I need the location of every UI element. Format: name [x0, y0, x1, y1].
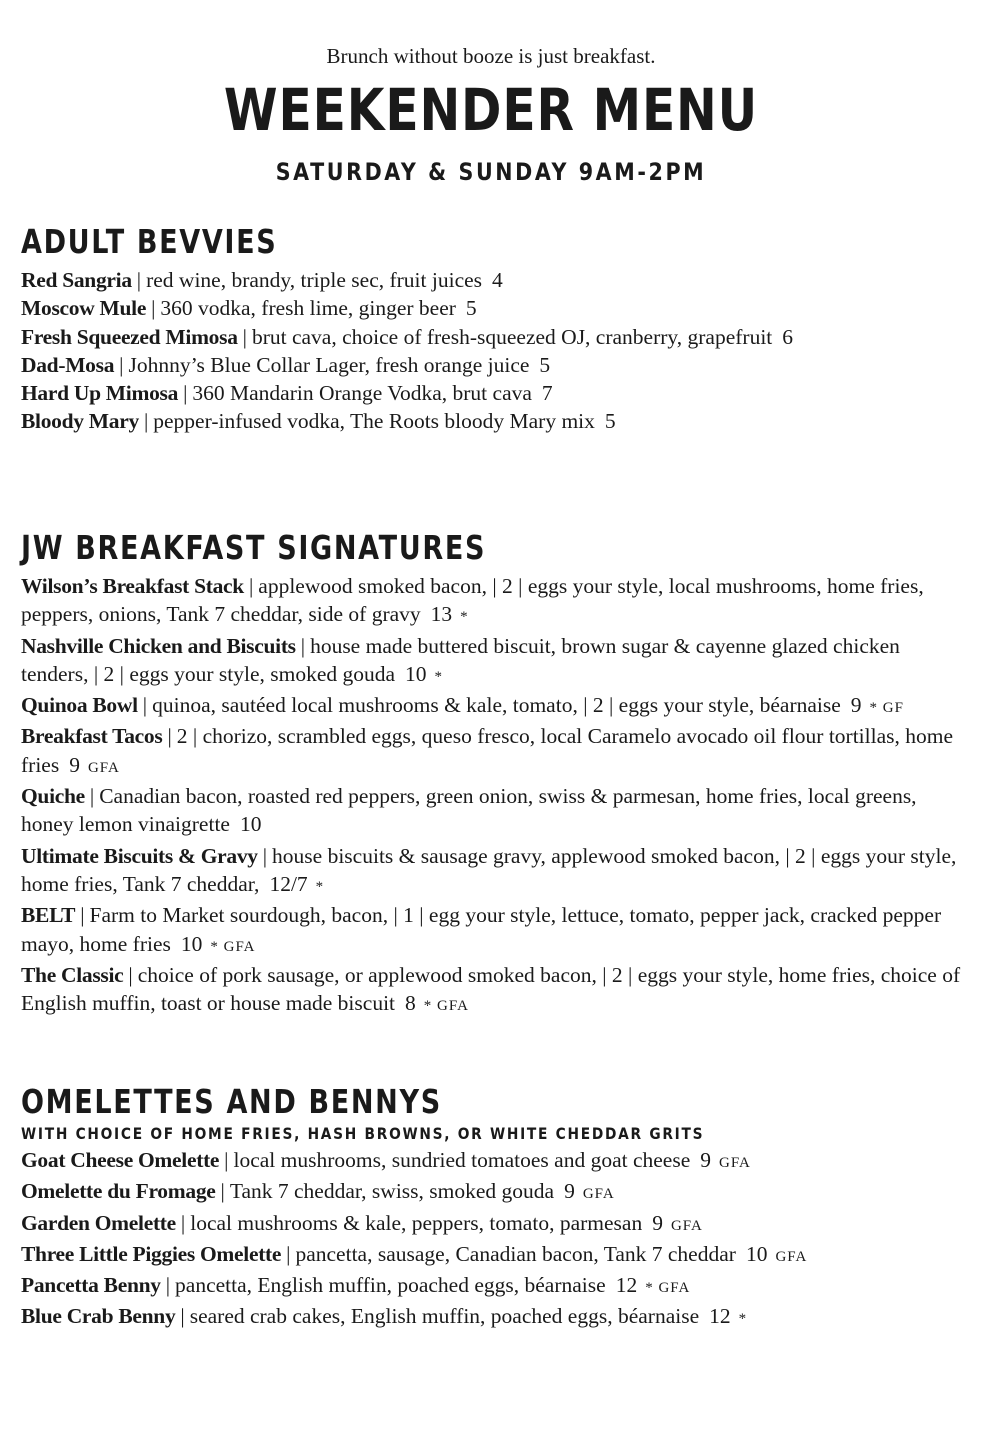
item-desc: red wine, brandy, triple sec, fruit juices — [146, 268, 483, 292]
item-price: 10 — [745, 1241, 768, 1266]
item-price: 9 — [652, 1210, 663, 1235]
item-desc: house biscuits & sausage gravy, applewood smoked bacon, | 2 | eggs your style, home fries, Tank 7 cheddar, — [21, 843, 957, 896]
item-name: Omelette du Fromage — [21, 1179, 216, 1204]
menu-item: Red Sangria | red wine, brandy, triple sec, fruit juices 4 — [21, 268, 503, 292]
item-price: 13 — [430, 602, 453, 627]
menu-item: Bloody Mary | pepper-infused vodka, The Roots bloody Mary mix 5 — [21, 409, 616, 434]
item-desc: pancetta, English muffin, poached eggs, béarnaise — [175, 1273, 606, 1298]
item-name: Hard Up Mimosa — [21, 381, 179, 406]
section-title: OMELETTES AND BENNYS — [21, 1082, 442, 1121]
item-tag: GFA — [719, 1155, 751, 1171]
item-desc: brut cava, choice of fresh-squeezed OJ, cranberry, grapefruit — [251, 324, 773, 349]
item-name: Red Sangria — [21, 268, 132, 292]
item-price: 9 — [564, 1179, 575, 1204]
menu-item: Quinoa Bowl | quinoa, sautéed local mushrooms & kale, tomato, | 2 | eggs your style, béarnaise 9 * GF — [21, 693, 904, 718]
item-price: 8 — [405, 991, 416, 1016]
menu-item: Fresh Squeezed Mimosa | brut cava, choice of fresh-squeezed OJ, cranberry, grapefruit 6 — [21, 324, 794, 349]
item-desc: quinoa, sautéed local mushrooms & kale, tomato, | 2 | eggs your style, béarnaise — [152, 693, 841, 718]
hours: SATURDAY & SUNDAY 9AM-2PM — [275, 158, 707, 186]
menu-item: Goat Cheese Omelette | local mushrooms, sundried tomatoes and goat cheese 9 GFA — [21, 1148, 751, 1172]
menu-item: Ultimate Biscuits & Gravy | house biscuits & sausage gravy, applewood smoked bacon, | 2 | eggs your style, home fries, Tank 7 cheddar, 12/7 * — [21, 843, 957, 896]
section-omelettes-bennys — [21, 1082, 966, 1334]
item-name: The Classic — [21, 962, 124, 987]
menu-item: Blue Crab Benny | seared crab cakes, English muffin, poached eggs, béarnaise 12 * — [21, 1304, 748, 1329]
item-name: Wilson’s Breakfast Stack — [21, 574, 244, 598]
item-desc: pancetta, sausage, Canadian bacon, Tank 7 cheddar — [295, 1241, 736, 1266]
tagline: Brunch without booze is just breakfast. — [326, 44, 656, 68]
item-price: 9 — [700, 1148, 711, 1172]
item-price: 7 — [541, 381, 553, 406]
item-desc: 360 vodka, fresh lime, ginger beer — [160, 296, 456, 321]
item-price: 6 — [782, 324, 794, 349]
item-name: Breakfast Tacos — [21, 724, 163, 749]
item-price: 10 — [180, 931, 203, 956]
item-price: 5 — [539, 352, 551, 377]
menu-item: BELT | Farm to Market sourdough, bacon, | 1 | egg your style, lettuce, tomato, pepper jack, cracked pepper mayo, home fries 10 * GFA — [21, 903, 942, 956]
item-desc: local mushrooms & kale, peppers, tomato, parmesan — [190, 1210, 643, 1235]
item-tag: GFA — [582, 1186, 615, 1203]
item-desc: Canadian bacon, roasted red peppers, green onion, swiss & parmesan, home fries, local greens, honey lemon vinaigrette — [21, 784, 917, 837]
menu-item: Omelette du Fromage | Tank 7 cheddar, swiss, smoked gouda 9 GFA — [21, 1179, 615, 1204]
menu-item: Quiche | Canadian bacon, roasted red peppers, green onion, swiss & parmesan, home fries, local greens, honey lemon vinaigrette 10 — [21, 784, 917, 837]
item-desc: house made buttered biscuit, brown sugar & cayenne glazed chicken tenders, | 2 | eggs your style, smoked gouda — [21, 633, 900, 686]
item-desc: Tank 7 cheddar, swiss, smoked gouda — [229, 1179, 555, 1204]
item-tag: * — [460, 609, 469, 626]
item-tag: * GF — [869, 700, 904, 717]
menu-item: Pancetta Benny | pancetta, English muffin, poached eggs, béarnaise 12 * GFA — [21, 1273, 691, 1298]
item-price: 12 — [709, 1304, 731, 1329]
item-price: 5 — [465, 296, 477, 321]
item-name: Blue Crab Benny — [21, 1304, 176, 1329]
item-price: 4 — [492, 268, 503, 292]
item-desc: choice of pork sausage, or applewood smoked bacon, | 2 | eggs your style, home fries, choice of English muffin, toast or house made biscuit — [21, 962, 961, 1016]
item-desc: Johnny’s Blue Collar Lager, fresh orange juice — [128, 352, 530, 377]
item-name: Quinoa Bowl — [21, 693, 138, 718]
item-name: BELT — [21, 903, 76, 928]
item-name: Goat Cheese Omelette — [21, 1148, 220, 1172]
item-name: Bloody Mary — [21, 409, 139, 434]
item-desc: pepper-infused vodka, The Roots bloody Mary mix — [153, 409, 595, 434]
item-tag: * GFA — [210, 938, 256, 955]
item-tag: GFA — [670, 1217, 703, 1234]
item-desc: Farm to Market sourdough, bacon, | 1 | egg your style, lettuce, tomato, pepper jack, cracked pepper mayo, home fries — [21, 903, 942, 956]
item-price: 9 — [850, 693, 862, 718]
item-desc: seared crab cakes, English muffin, poached eggs, béarnaise — [189, 1304, 700, 1329]
item-name: Dad-Mosa — [21, 352, 115, 377]
item-desc: applewood smoked bacon, | 2 | eggs your style, local mushrooms, home fries, peppers, onions, Tank 7 cheddar, side of gravy — [21, 574, 924, 627]
section-title: ADULT BEVVIES — [21, 222, 278, 261]
item-tag: GFA — [87, 759, 120, 776]
menu-item: Nashville Chicken and Biscuits | house made buttered biscuit, brown sugar & cayenne glazed chicken tenders, | 2 | eggs your style, smoked gouda 10 * — [21, 633, 900, 686]
item-name: Garden Omelette — [21, 1210, 176, 1235]
item-price: 9 — [69, 752, 80, 777]
item-name: Moscow Mule — [21, 296, 147, 321]
item-name: Fresh Squeezed Mimosa — [21, 324, 238, 349]
menu-item: Hard Up Mimosa | 360 Mandarin Orange Vodka, brut cava 7 — [21, 381, 553, 406]
item-name: Nashville Chicken and Biscuits — [21, 633, 296, 658]
menu-item: Wilson’s Breakfast Stack | applewood smoked bacon, | 2 | eggs your style, local mushrooms, home fries, peppers, onions, Tank 7 cheddar, side of gravy 13 * — [21, 574, 924, 627]
item-name: Quiche — [21, 784, 85, 809]
section-title: JW BREAKFAST SIGNATURES — [21, 528, 487, 567]
item-price: 10 — [239, 812, 262, 837]
item-desc: 2 | chorizo, scrambled eggs, queso fresco, local Caramelo avocado oil flour tortillas, home fries — [21, 724, 954, 777]
menu-item: The Classic | choice of pork sausage, or applewood smoked bacon, | 2 | eggs your style, home fries, choice of English muffin, toast or house made biscuit 8 * GFA — [21, 962, 961, 1016]
section-adult-bevvies — [21, 222, 966, 436]
item-tag: * — [315, 878, 325, 895]
item-tag: GFA — [775, 1248, 808, 1265]
menu-item: Breakfast Tacos | 2 | chorizo, scrambled eggs, queso fresco, local Caramelo avocado oil flour tortillas, home fries 9 GFA — [21, 724, 954, 777]
item-price: 12/7 — [269, 871, 308, 896]
item-price: 12 — [615, 1273, 638, 1298]
item-tag: * — [434, 668, 444, 685]
menu-item: Dad-Mosa | Johnny’s Blue Collar Lager, fresh orange juice 5 — [21, 352, 551, 377]
item-tag: * — [738, 1311, 748, 1328]
item-tag: * GFA — [423, 998, 469, 1015]
menu-item: Garden Omelette | local mushrooms & kale, peppers, tomato, parmesan 9 GFA — [21, 1210, 703, 1235]
item-name: Pancetta Benny — [21, 1273, 161, 1298]
item-name: Ultimate Biscuits & Gravy — [21, 843, 258, 868]
menu-title: WEEKENDER MENU — [223, 76, 759, 144]
menu-item: Three Little Piggies Omelette | pancetta, sausage, Canadian bacon, Tank 7 cheddar 10 GFA — [21, 1241, 808, 1266]
item-desc: 360 Mandarin Orange Vodka, brut cava — [192, 381, 532, 406]
item-name: Three Little Piggies Omelette — [21, 1241, 282, 1266]
section-breakfast-signatures — [21, 528, 966, 1020]
menu-item: Moscow Mule | 360 vodka, fresh lime, ginger beer 5 — [21, 296, 477, 321]
item-tag: * GFA — [645, 1280, 691, 1297]
item-price: 10 — [405, 661, 427, 686]
item-desc: local mushrooms, sundried tomatoes and goat cheese — [233, 1148, 691, 1172]
item-price: 5 — [604, 409, 616, 434]
section-subtitle: WITH CHOICE OF HOME FRIES, HASH BROWNS, OR WHITE CHEDDAR GRITS — [21, 1124, 705, 1143]
